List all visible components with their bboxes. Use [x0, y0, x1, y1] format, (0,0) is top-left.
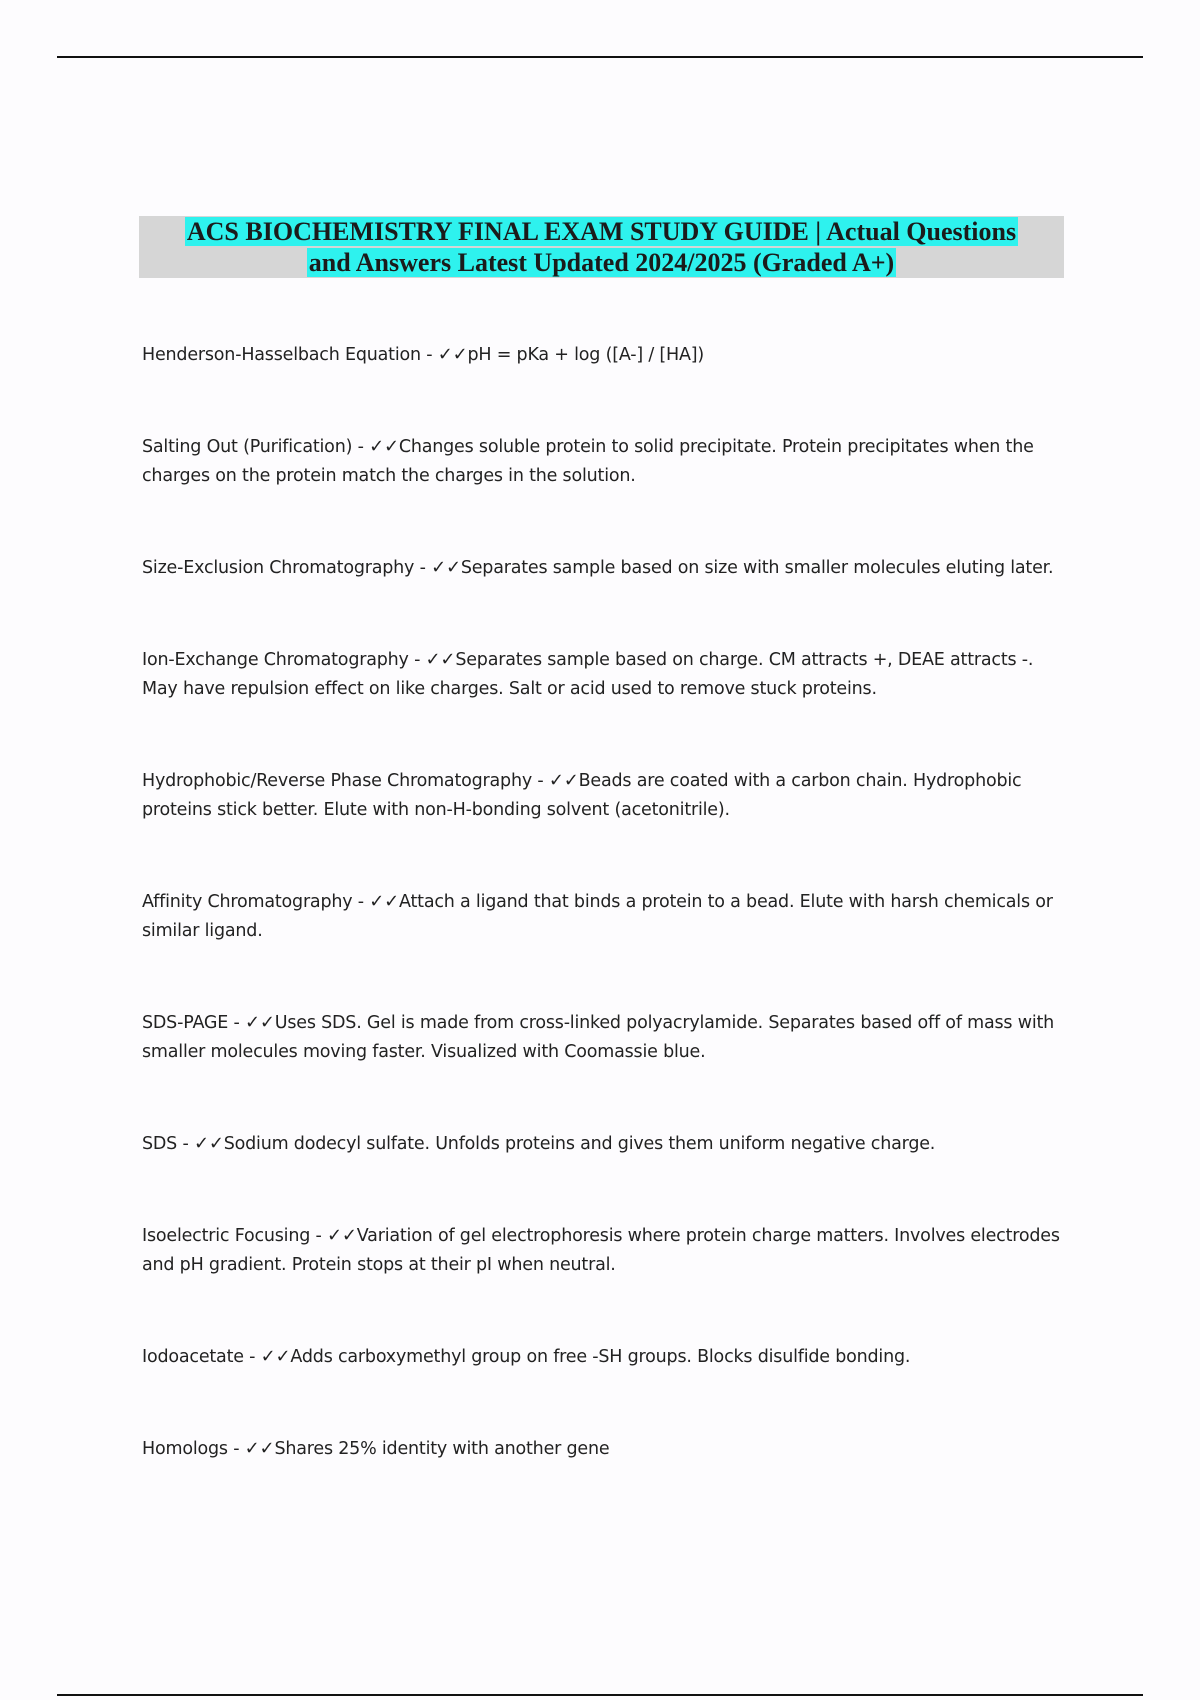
qa-term: Isoelectric Focusing — [142, 1226, 311, 1246]
qa-answer: Adds carboxymethyl group on free -SH groups. Blocks disulfide bonding. — [290, 1347, 911, 1367]
qa-term: SDS — [142, 1134, 178, 1154]
double-check-icon: ✓✓ — [431, 557, 461, 578]
qa-item — [142, 1008, 1067, 1067]
document-title — [139, 216, 1064, 278]
qa-item — [142, 766, 1067, 825]
double-check-icon: ✓✓ — [193, 1133, 224, 1154]
qa-list — [142, 340, 1067, 1526]
qa-answer: Sodium dodecyl sulfate. Unfolds proteins and gives them uniform negative charge. — [223, 1134, 936, 1154]
qa-separator: - — [532, 771, 549, 791]
qa-answer: Variation of gel electrophoresis where protein charge matters. Involves electrodes and pH gradient. Protein stops at their pI when neutral. — [142, 1226, 1060, 1275]
qa-term: Ion-Exchange Chromatography — [142, 650, 409, 670]
double-check-icon: ✓✓ — [369, 891, 400, 912]
qa-term: Iodoacetate — [142, 1347, 244, 1367]
qa-answer: Uses SDS. Gel is made from cross-linked polyacrylamide. Separates based off of mass with smaller molecules moving faster. Visualized with Coomassie blue. — [142, 1013, 1055, 1062]
qa-item — [142, 1434, 1067, 1464]
double-check-icon: ✓✓ — [437, 344, 468, 365]
qa-term: Homologs — [142, 1439, 228, 1459]
double-check-icon: ✓✓ — [369, 436, 399, 457]
title-line-1: ACS BIOCHEMISTRY FINAL EXAM STUDY GUIDE | Actual Questions — [186, 217, 1017, 246]
qa-term: Affinity Chromatography — [142, 892, 353, 912]
double-check-icon: ✓✓ — [244, 1438, 275, 1459]
qa-separator: - — [227, 1439, 245, 1459]
qa-separator: - — [177, 1134, 194, 1154]
double-check-icon: ✓✓ — [260, 1346, 291, 1367]
qa-separator: - — [414, 558, 432, 578]
qa-separator: - — [408, 650, 426, 670]
qa-separator: - — [243, 1347, 261, 1367]
qa-answer: Attach a ligand that binds a protein to a bead. Elute with harsh chemicals or similar ligand. — [142, 892, 1053, 941]
qa-item — [142, 887, 1067, 946]
qa-item — [142, 432, 1067, 491]
double-check-icon: ✓✓ — [425, 649, 456, 670]
qa-item — [142, 1129, 1067, 1159]
qa-item — [142, 340, 1067, 370]
double-check-icon: ✓✓ — [548, 770, 579, 791]
title-line-2: and Answers Latest Updated 2024/2025 (Graded A+) — [308, 248, 895, 277]
qa-item — [142, 645, 1067, 704]
qa-item — [142, 1221, 1067, 1280]
qa-item — [142, 1342, 1067, 1372]
qa-answer: Separates sample based on size with smaller molecules eluting later. — [460, 558, 1054, 578]
qa-separator: - — [420, 345, 438, 365]
qa-term: Henderson-Hasselbach Equation — [142, 345, 421, 365]
qa-separator: - — [352, 892, 370, 912]
qa-term: Salting Out (Purification) — [142, 437, 353, 457]
qa-answer: Separates sample based on charge. CM attracts +, DEAE attracts -. May have repulsion effect on like charges. Salt or acid used to remove stuck proteins. — [142, 650, 1034, 699]
double-check-icon: ✓✓ — [327, 1225, 357, 1246]
qa-answer: Shares 25% identity with another gene — [274, 1439, 610, 1459]
qa-answer: Changes soluble protein to solid precipitate. Protein precipitates when the charges on the protein match the charges in the solution. — [142, 437, 1034, 486]
qa-term: SDS-PAGE — [142, 1013, 229, 1033]
bottom-rule — [57, 1694, 1143, 1696]
qa-item — [142, 553, 1067, 583]
double-check-icon: ✓✓ — [244, 1012, 275, 1033]
qa-separator: - — [228, 1013, 245, 1033]
qa-answer: Beads are coated with a carbon chain. Hydrophobic proteins stick better. Elute with non-H-bonding solvent (acetonitrile). — [142, 771, 1022, 820]
qa-separator: - — [352, 437, 370, 457]
qa-separator: - — [310, 1226, 327, 1246]
top-rule — [57, 56, 1143, 58]
qa-term: Size-Exclusion Chromatography — [142, 558, 415, 578]
qa-answer: pH = pKa + log ([A-] / [HA]) — [467, 345, 704, 365]
qa-term: Hydrophobic/Reverse Phase Chromatography — [142, 771, 533, 791]
